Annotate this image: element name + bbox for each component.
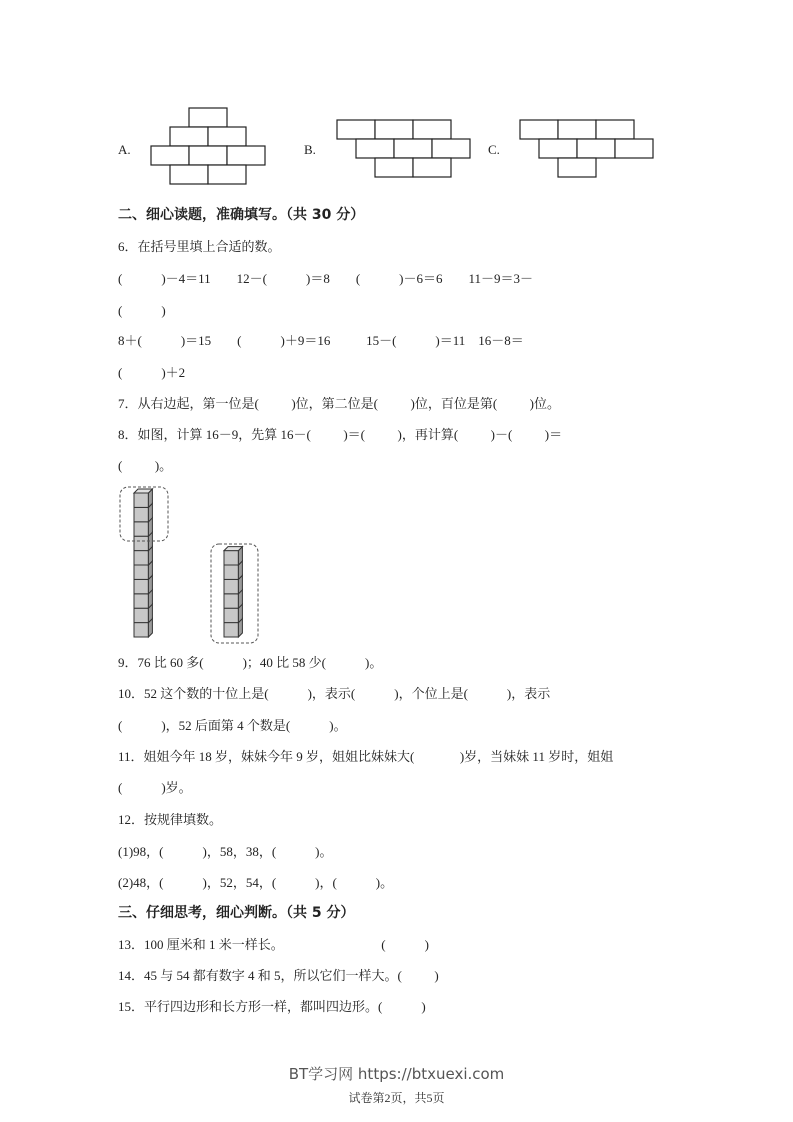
option-a-label: A. [118, 142, 131, 157]
cube [134, 507, 148, 521]
question-line: ( )。 [118, 458, 173, 473]
cube [134, 579, 148, 593]
option-c-label: C. [488, 142, 500, 157]
question-line: ( )岁。 [118, 780, 192, 795]
section-2-heading: 二、细心读题，准确填写。（共 30 分） [118, 207, 365, 223]
question-line: 9．76 比 60 多( )；40 比 58 少( )。 [118, 655, 383, 670]
question-line: (1)98，( )，58，38，( )。 [118, 844, 333, 859]
page-number: 试卷第2页，共5页 [348, 1091, 445, 1105]
cube [224, 623, 238, 637]
cube [134, 623, 148, 637]
question-line: 7．从右边起，第一位是( )位，第二位是( )位，百位是第( )位。 [118, 396, 560, 411]
cube [224, 594, 238, 608]
cube [224, 551, 238, 565]
cube [224, 565, 238, 579]
question-line: (2)48，( )，52，54，( )，( )。 [118, 875, 394, 890]
cube-top [134, 489, 152, 493]
question-line: ( )－4＝11 12－( )＝8 ( )－6＝6 11－9＝3－ [118, 271, 534, 286]
watermark: BT学习网 https://btxuexi.com [288, 1065, 505, 1083]
question-line: ( ) [118, 303, 166, 318]
cube [134, 493, 148, 507]
question-line: 10．52 这个数的十位上是( )，表示( )，个位上是( )，表示 [118, 686, 551, 701]
cube-top [224, 547, 242, 551]
cube [134, 522, 148, 536]
question-line: 14．45 与 54 都有数字 4 和 5，所以它们一样大。( ) [118, 968, 439, 983]
cube [134, 608, 148, 622]
cube [134, 551, 148, 565]
question-line: 8．如图，计算 16－9，先算 16－( )＝( )，再计算( )－( )＝ [118, 427, 563, 442]
section-3-heading: 三、仔细思考，细心判断。（共 5 分） [118, 905, 355, 921]
question-line: 11．姐姐今年 18 岁，妹妹今年 9 岁，姐姐比妹妹大( )岁，当妹妹 11 岁时，姐姐 [118, 749, 614, 764]
cube [134, 594, 148, 608]
question-line: 8＋( )＝15 ( )＋9＝16 15－( )＝11 16－8＝ [118, 333, 524, 348]
question-line: 6．在括号里填上合适的数。 [118, 239, 281, 254]
question-line: 12．按规律填数。 [118, 812, 223, 827]
question-line: ( )＋2 [118, 365, 186, 380]
option-b-label: B. [304, 142, 316, 157]
cube [224, 608, 238, 622]
question-line: 13．100 厘米和 1 米一样长。 ( ) [118, 937, 429, 952]
cube [134, 536, 148, 550]
question-line: ( )，52 后面第 4 个数是( )。 [118, 718, 347, 733]
cube [134, 565, 148, 579]
question-line: 15．平行四边形和长方形一样，都叫四边形。( ) [118, 999, 426, 1014]
cube [224, 579, 238, 593]
